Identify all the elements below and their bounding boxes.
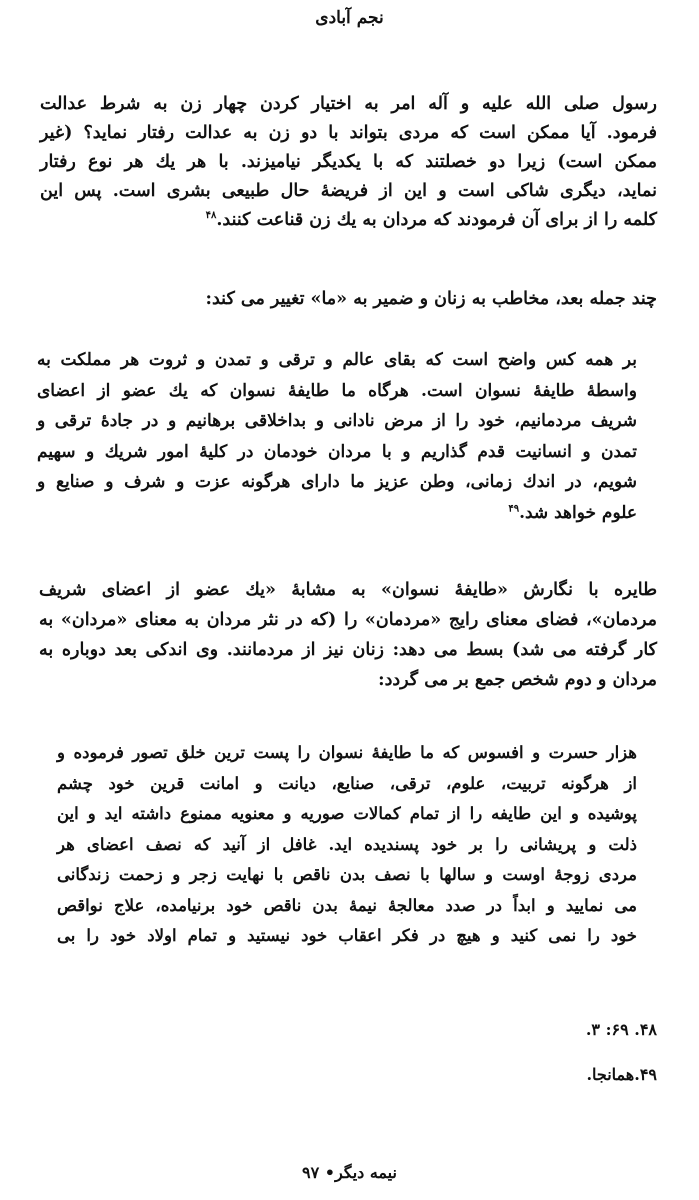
footnote-reference: ۴۸ (205, 210, 217, 222)
text-line: پوشیده و این طایفه را از تمام کمالات صوریه و معنویه ممنوع داشته اید و این (57, 804, 637, 823)
text-line: رسول صلی الله علیه و آله امر به اختیار کردن چهار زن به شرط عدالت (40, 94, 657, 114)
quote-paragraph-2 (57, 738, 637, 952)
page-footer: نیمه دیگر• ۹۷ (302, 1163, 397, 1182)
paragraph-3 (39, 575, 657, 695)
text-line-content: کلمه را از برای آن فرمودند که مردان به یك زن قناعت کنند. (216, 210, 657, 230)
quote-paragraph-1 (37, 345, 637, 528)
text-line-last (40, 206, 657, 235)
text-line: هزار حسرت و افسوس که ما طایفهٔ نسوان را پست ترین خلق تصور فرموده و (57, 743, 637, 762)
text-line: مردمان»، فضای معنای رایج «مردمان» را (که در نثر مردان به معنای «مردان» به (39, 610, 657, 630)
text-line: شریف مردمانیم، خود را از مرض نادانی و بداخلاقی برهانیم و در جادهٔ ترقی و (37, 411, 637, 431)
footnote-reference: ۴۹ (508, 502, 520, 514)
text-line: مردی زوجهٔ اوست و سالها با نصف بدن ناقص با نهایت زجر و زحمت زندگانی (57, 865, 637, 884)
text-line: بر همه کس واضح است که بقای عالم و ترقی و تمدن و ثروت هر مملکت به (37, 350, 637, 370)
footnote-49: ۴۹.همانجا. (586, 1065, 657, 1084)
text-line: کار گرفته می شد) بسط می دهد: زنان نیز از مردمانند. وی اندکی بعد دوباره به (39, 640, 657, 660)
paragraph-1 (40, 90, 657, 235)
text-line-last (37, 498, 637, 529)
footnote-48: ۴۸. ۶۹: ۳. (585, 1020, 657, 1039)
text-line: می نمایید و ابداً در صدد معالجهٔ نیمهٔ بدن ناقص خود برنیامده، علاج نواقص (57, 895, 637, 915)
text-line: خود را نمی کنید و هیچ در فکر اعقاب خود نیستید و تمام اولاد خود را بی (57, 926, 637, 945)
text-line: تمدن و انسانیت قدم گذاریم و با مردان خودمان در کلیهٔ امور شریك و سهیم (37, 441, 637, 462)
text-line: از هرگونه تربیت، علوم، ترقی، صنایع، دیانت و امانت قرین خود چشم (57, 773, 637, 793)
paragraph-2 (17, 285, 657, 314)
text-line: ذلت و پریشانی را بر خود پسندیده اید. غافل از آنید که نصف اعضای هر (57, 834, 637, 854)
running-header: نجم آبادی (315, 8, 384, 28)
text-line-content: علوم خواهد شد. (519, 502, 637, 523)
text-line: مردان و دوم شخص جمع بر می گردد: (378, 670, 657, 690)
text-line: شویم، در اندك زمانی، وطن عزیز ما دارای هرگونه عزت و شرف و صنایع و (37, 472, 637, 492)
text-line: نماید، دیگری شاکی است و این از فریضهٔ حال طبیعی بشری است. پس این (40, 181, 657, 201)
text-line: ممکن است) زیرا دو خصلتند که با یکدیگر نیامیزند. با هر یك هر نوع رفتار (40, 152, 657, 172)
text-line: طایره با نگارش «طایفهٔ نسوان» به مشابهٔ «یك عضو از اعضای شریف (39, 580, 657, 600)
text-line: فرمود. آیا ممکن است که مردی بتواند با دو زن به عدالت رفتار نماید؟ (غیر (40, 123, 657, 143)
text-line: چند جمله بعد، مخاطب به زنان و ضمیر به «ما» تغییر می کند: (205, 289, 657, 309)
text-line: واسطهٔ طایفهٔ نسوان است. هرگاه ما طایفهٔ نسوان که یك عضو از اعضای (37, 380, 637, 401)
